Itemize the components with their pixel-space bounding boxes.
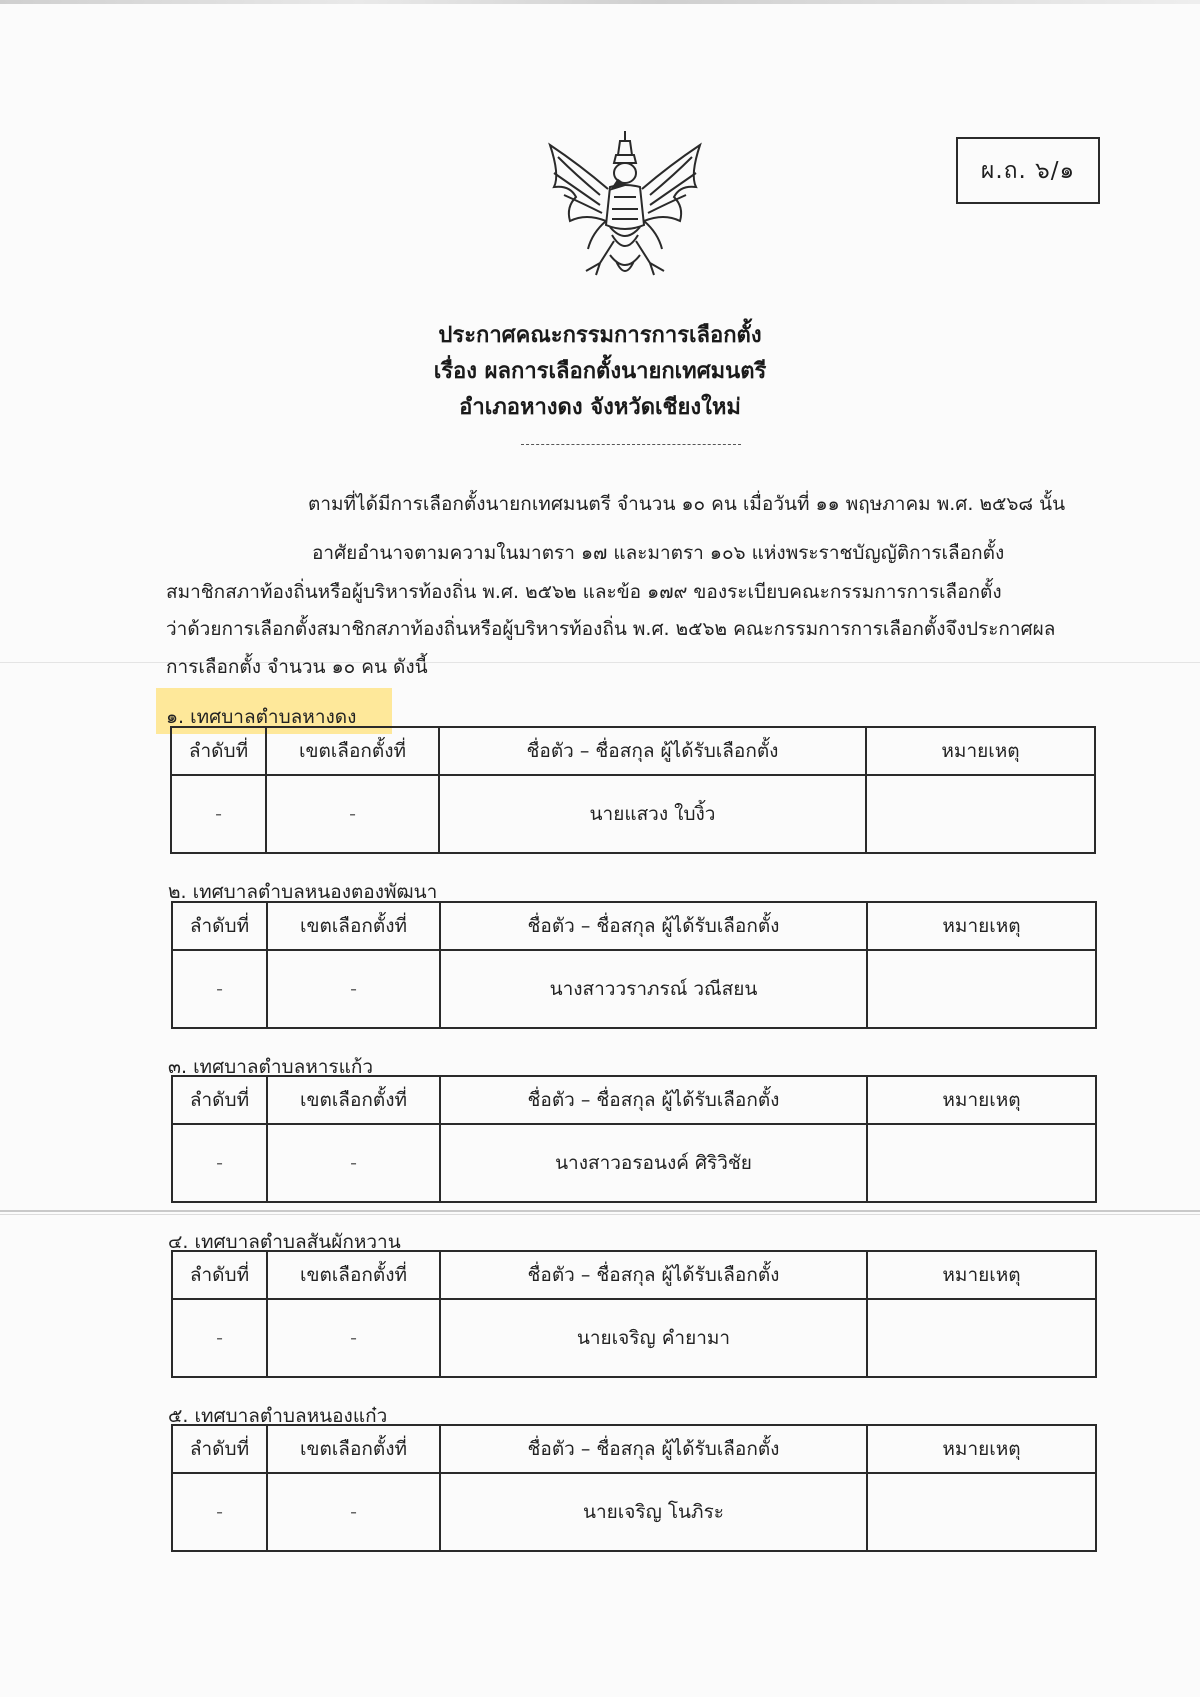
cell-order: -	[172, 950, 267, 1028]
intro-line-2: อาศัยอำนาจตามความในมาตรา ๑๗ และมาตรา ๑๐๖ แห่งพระราชบัญญัติการเลือกตั้ง	[312, 542, 1005, 564]
form-code: ผ.ถ. ๖/๑	[980, 157, 1076, 184]
header-name: ชื่อตัว – ชื่อสกุล ผู้ได้รับเลือกตั้ง	[440, 902, 867, 950]
header-district: เขตเลือกตั้งที่	[267, 902, 440, 950]
result-table-5	[171, 1424, 1097, 1552]
header-district: เขตเลือกตั้งที่	[267, 1251, 440, 1299]
title-divider	[521, 444, 741, 445]
cell-order: -	[172, 1124, 267, 1202]
header-remark: หมายเหตุ	[867, 1076, 1096, 1124]
scan-fold-line	[0, 1214, 1200, 1215]
header-name: ชื่อตัว – ชื่อสกุล ผู้ได้รับเลือกตั้ง	[439, 727, 866, 775]
section-title-3: ๓. เทศบาลตำบลหารแก้ว	[168, 1056, 374, 1078]
section-title-4: ๔. เทศบาลตำบลสันผักหวาน	[168, 1231, 401, 1253]
cell-name: นางสาววราภรณ์ วณีสยน	[440, 950, 867, 1028]
header-district: เขตเลือกตั้งที่	[267, 1076, 440, 1124]
cell-order: -	[172, 1473, 267, 1551]
garuda-emblem-icon	[540, 125, 710, 285]
header-order: ลำดับที่	[171, 727, 266, 775]
header-remark: หมายเหตุ	[867, 902, 1096, 950]
header-order: ลำดับที่	[172, 1076, 267, 1124]
cell-district: -	[266, 775, 439, 853]
header-name: ชื่อตัว – ชื่อสกุล ผู้ได้รับเลือกตั้ง	[440, 1251, 867, 1299]
section-title-5: ๕. เทศบาลตำบลหนองแก๋ว	[168, 1405, 388, 1427]
cell-order: -	[172, 1299, 267, 1377]
header-district: เขตเลือกตั้งที่	[266, 727, 439, 775]
header-district: เขตเลือกตั้งที่	[267, 1425, 440, 1473]
table-header-row	[172, 902, 1096, 950]
intro-line-3: สมาชิกสภาท้องถิ่นหรือผู้บริหารท้องถิ่น พ.ศ. ๒๕๖๒ และข้อ ๑๗๙ ของระเบียบคณะกรรมการการเลือกตั้ง	[166, 581, 1002, 603]
section-title-2: ๒. เทศบาลตำบลหนองตองพัฒนา	[168, 881, 438, 903]
cell-remark	[867, 1473, 1096, 1551]
header-remark: หมายเหตุ	[867, 1251, 1096, 1299]
title-line-3: อำเภอหางดง จังหวัดเชียงใหม่	[459, 395, 741, 420]
cell-remark	[867, 1124, 1096, 1202]
cell-name: นายเจริญ โนภิระ	[440, 1473, 867, 1551]
section-title-1: ๑. เทศบาลตำบลหางดง	[166, 706, 357, 728]
cell-district: -	[267, 1124, 440, 1202]
cell-district: -	[267, 950, 440, 1028]
cell-district: -	[267, 1473, 440, 1551]
table-row	[172, 1473, 1096, 1551]
table-header-row	[172, 1425, 1096, 1473]
scan-fold-line	[0, 1210, 1200, 1212]
announcement-title	[0, 318, 1200, 426]
result-table-2	[171, 901, 1097, 1029]
header-order: ลำดับที่	[172, 902, 267, 950]
table-row	[172, 1299, 1096, 1377]
table-header-row	[171, 727, 1095, 775]
result-table-1	[170, 726, 1096, 854]
table-row	[172, 950, 1096, 1028]
intro-line-1: ตามที่ได้มีการเลือกตั้งนายกเทศมนตรี จำนวน ๑๐ คน เมื่อวันที่ ๑๑ พฤษภาคม พ.ศ. ๒๕๖๘ นั้น	[308, 493, 1066, 515]
table-header-row	[172, 1251, 1096, 1299]
header-remark: หมายเหตุ	[867, 1425, 1096, 1473]
header-name: ชื่อตัว – ชื่อสกุล ผู้ได้รับเลือกตั้ง	[440, 1076, 867, 1124]
title-line-1: ประกาศคณะกรรมการการเลือกตั้ง	[438, 323, 762, 348]
cell-remark	[867, 950, 1096, 1028]
cell-remark	[866, 775, 1095, 853]
header-name: ชื่อตัว – ชื่อสกุล ผู้ได้รับเลือกตั้ง	[440, 1425, 867, 1473]
intro-line-4: ว่าด้วยการเลือกตั้งสมาชิกสภาท้องถิ่นหรือผู้บริหารท้องถิ่น พ.ศ. ๒๕๖๒ คณะกรรมการการเลือกตั้งจึงประกาศผล	[166, 618, 1056, 640]
title-line-2: เรื่อง ผลการเลือกตั้งนายกเทศมนตรี	[433, 359, 767, 384]
form-code-box	[956, 137, 1100, 204]
cell-name: นายเจริญ คำยามา	[440, 1299, 867, 1377]
table-row	[171, 775, 1095, 853]
result-table-4	[171, 1250, 1097, 1378]
scan-edge	[0, 0, 1200, 4]
cell-name: นายแสวง ใบงิ้ว	[439, 775, 866, 853]
table-header-row	[172, 1076, 1096, 1124]
header-order: ลำดับที่	[172, 1425, 267, 1473]
cell-district: -	[267, 1299, 440, 1377]
cell-remark	[867, 1299, 1096, 1377]
table-row	[172, 1124, 1096, 1202]
header-order: ลำดับที่	[172, 1251, 267, 1299]
cell-name: นางสาวอรอนงค์ ศิริวิชัย	[440, 1124, 867, 1202]
intro-line-5: การเลือกตั้ง จำนวน ๑๐ คน ดังนี้	[166, 656, 428, 678]
header-remark: หมายเหตุ	[866, 727, 1095, 775]
cell-order: -	[171, 775, 266, 853]
result-table-3	[171, 1075, 1097, 1203]
